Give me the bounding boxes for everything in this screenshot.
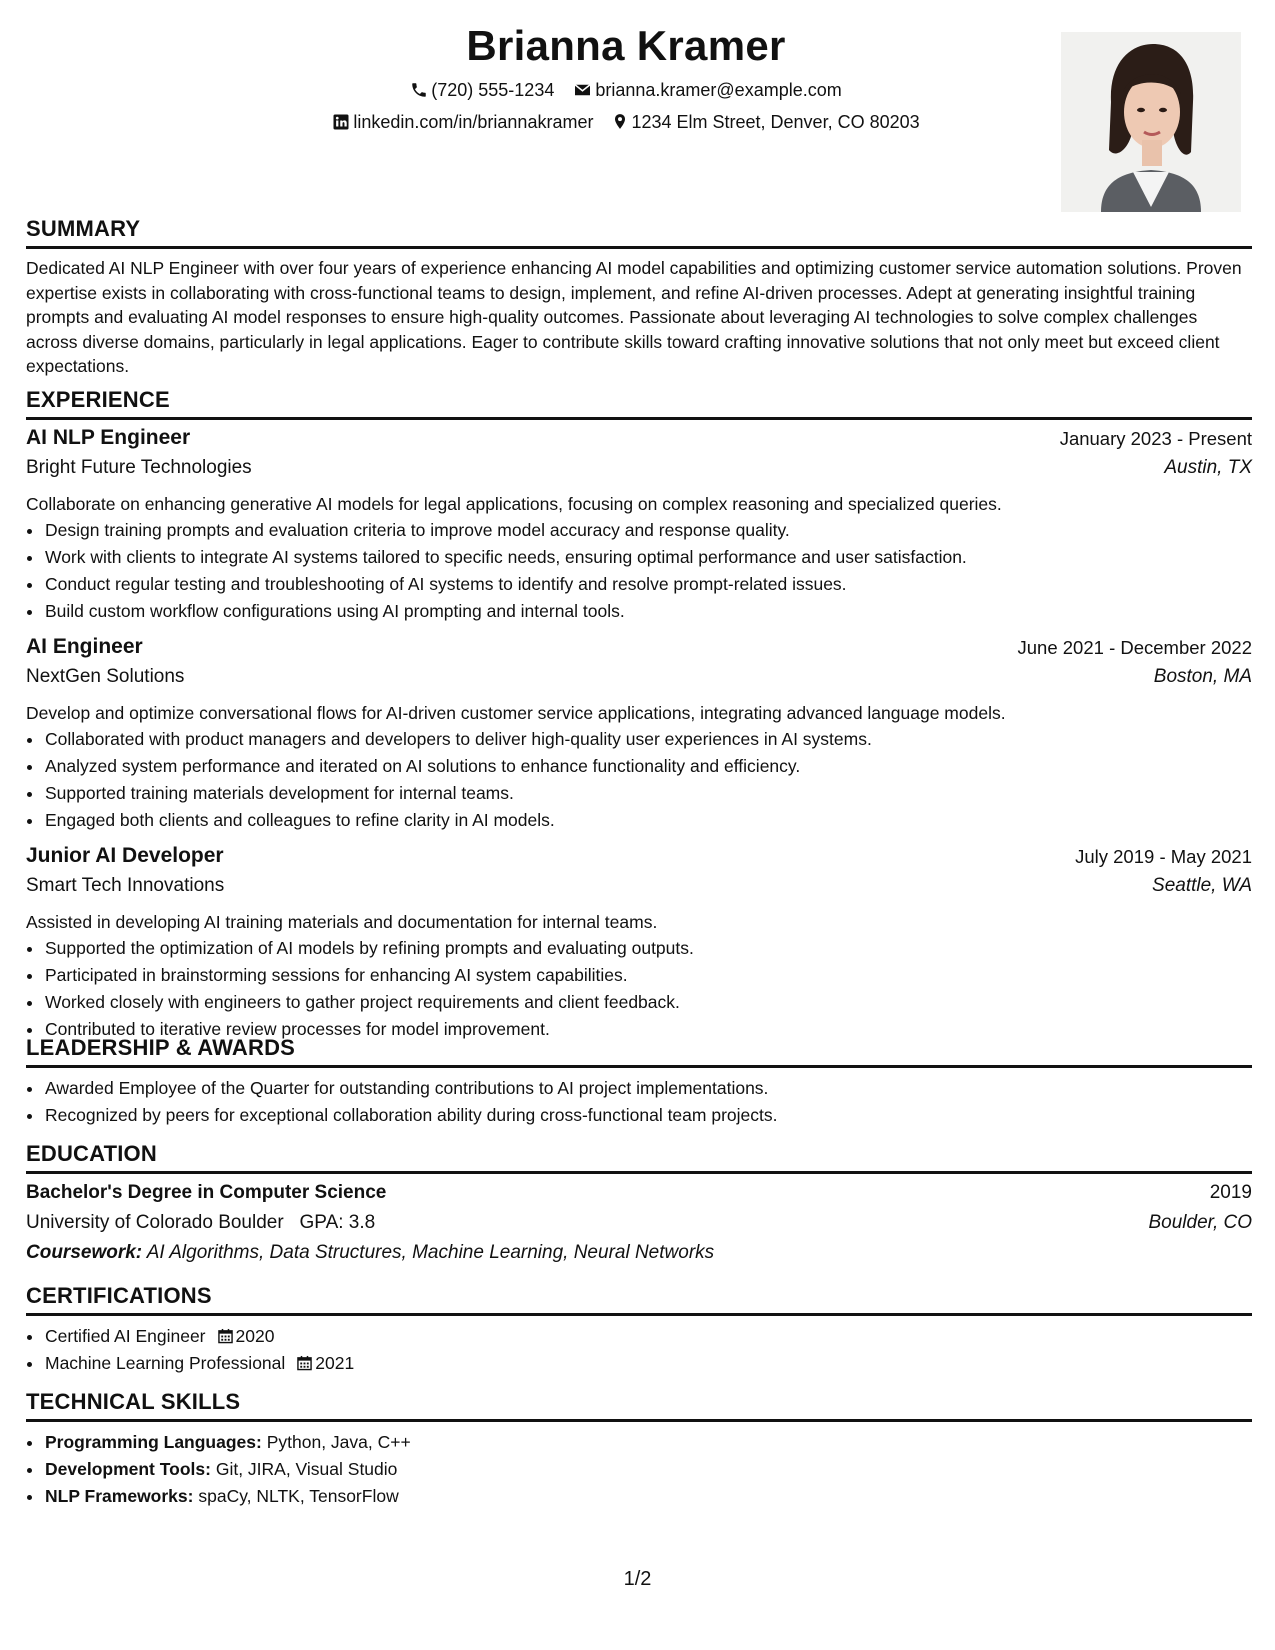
job-entry bbox=[26, 844, 1252, 1043]
list-item bbox=[44, 1323, 1252, 1350]
job-entry bbox=[26, 426, 1252, 625]
education-section bbox=[26, 1141, 1252, 1272]
leadership-heading: LEADERSHIP & AWARDS bbox=[26, 1035, 1252, 1068]
address-item bbox=[612, 112, 919, 133]
phone-item bbox=[410, 80, 554, 101]
skill-value: Git, JIRA, Visual Studio bbox=[215, 1459, 398, 1479]
email-item[interactable] bbox=[573, 80, 841, 101]
job-location: Austin, TX bbox=[1164, 457, 1252, 478]
map-marker-icon bbox=[612, 112, 628, 131]
cert-name: Certified AI Engineer bbox=[45, 1326, 206, 1346]
skill-label: Development Tools: bbox=[45, 1459, 211, 1479]
job-bullets bbox=[26, 726, 1252, 834]
linkedin-text[interactable]: linkedin.com/in/briannakramer bbox=[353, 112, 594, 132]
linkedin-item[interactable] bbox=[332, 112, 593, 133]
certifications-list bbox=[26, 1323, 1252, 1377]
job-bullets bbox=[26, 517, 1252, 625]
linkedin-icon bbox=[332, 113, 350, 131]
degree-name: Bachelor's Degree in Computer Science bbox=[26, 1182, 387, 1203]
list-item: • Analyzed system performance and iterated on AI solutions to enhance functionality and efficiency. bbox=[44, 753, 1252, 780]
phone-icon bbox=[410, 81, 428, 99]
job-location: Seattle, WA bbox=[1152, 875, 1252, 896]
experience-heading: EXPERIENCE bbox=[26, 387, 1252, 420]
list-item: • Work with clients to integrate AI systems tailored to specific needs, ensuring optimal performance and user satisfaction. bbox=[44, 544, 1252, 571]
list-item: • Collaborated with product managers and developers to deliver high-quality user experiences in AI systems. bbox=[44, 726, 1252, 753]
job-title: AI NLP Engineer bbox=[26, 426, 191, 449]
summary-heading: SUMMARY bbox=[26, 216, 1252, 249]
leadership-section bbox=[26, 1035, 1252, 1129]
certifications-heading: CERTIFICATIONS bbox=[26, 1283, 1252, 1316]
resume-page bbox=[26, 0, 1252, 1506]
phone-text: (720) 555-1234 bbox=[431, 80, 555, 100]
calendar-icon bbox=[218, 1328, 233, 1344]
job-description: Assisted in developing AI training materials and documentation for internal teams. bbox=[26, 912, 658, 932]
email-text[interactable]: brianna.kramer@example.com bbox=[595, 80, 842, 100]
list-item bbox=[44, 1456, 1252, 1483]
job-dates: June 2021 - December 2022 bbox=[1017, 637, 1252, 658]
summary-section bbox=[26, 216, 1252, 379]
contact-row-2 bbox=[26, 112, 1226, 133]
list-item: • Contributed to iterative review processes for model improvement. bbox=[44, 1016, 1252, 1043]
job-entry bbox=[26, 635, 1252, 834]
job-company: Smart Tech Innovations bbox=[26, 875, 225, 896]
list-item: • Conduct regular testing and troubleshooting of AI systems to identify and resolve prompt-related issues. bbox=[44, 571, 1252, 598]
list-item bbox=[44, 1350, 1252, 1377]
school-name: University of Colorado Boulder bbox=[26, 1212, 284, 1233]
education-heading: EDUCATION bbox=[26, 1141, 1252, 1174]
resume-header bbox=[26, 0, 1252, 230]
list-item: • Supported training materials development for internal teams. bbox=[44, 780, 1252, 807]
list-item: • Participated in brainstorming sessions for enhancing AI system capabilities. bbox=[44, 962, 1252, 989]
coursework-list: AI Algorithms, Data Structures, Machine Learning, Neural Networks bbox=[146, 1242, 715, 1263]
coursework bbox=[26, 1242, 714, 1264]
list-item bbox=[44, 1483, 1252, 1510]
coursework-label: Coursework: bbox=[26, 1242, 143, 1263]
contact-row-1 bbox=[26, 80, 1226, 101]
job-title: AI Engineer bbox=[26, 635, 143, 658]
job-description: Develop and optimize conversational flows for AI-driven customer service applications, integrating advanced language models. bbox=[26, 703, 1006, 723]
list-item: • Supported the optimization of AI models by refining prompts and evaluating outputs. bbox=[44, 935, 1252, 962]
summary-text: Dedicated AI NLP Engineer with over four years of experience enhancing AI model capabilities and optimizing customer service automation solutions. Proven expertise exists in collaborating with cross-functional teams to design, implement, and refine AI-driven processes. Adept at generating insightful training prompts and evaluating AI model responses to ensure high-quality outcomes. Passionate about leveraging AI technologies to solve complex challenges across diverse domains, particularly in legal applications. Eager to contribute skills toward crafting innovative solutions that not only meet but exceed client expectations. bbox=[26, 258, 1242, 376]
page-number: 1/2 bbox=[623, 1568, 652, 1590]
list-item: • Recognized by peers for exceptional collaboration ability during cross-functional team projects. bbox=[44, 1102, 1252, 1129]
school-info bbox=[26, 1212, 375, 1234]
cert-year: 2021 bbox=[315, 1353, 355, 1373]
graduation-year: 2019 bbox=[1209, 1182, 1252, 1203]
experience-section bbox=[26, 387, 1252, 1043]
job-location: Boston, MA bbox=[1153, 666, 1252, 687]
list-item bbox=[44, 1429, 1252, 1456]
list-item: • Worked closely with engineers to gather project requirements and client feedback. bbox=[44, 989, 1252, 1016]
job-company: Bright Future Technologies bbox=[26, 457, 252, 478]
list-item: • Build custom workflow configurations using AI prompting and internal tools. bbox=[44, 598, 1252, 625]
skill-value: spaCy, NLTK, TensorFlow bbox=[198, 1486, 399, 1506]
job-dates: July 2019 - May 2021 bbox=[1075, 846, 1252, 867]
job-description: Collaborate on enhancing generative AI models for legal applications, focusing on complex reasoning and specialized queries. bbox=[26, 494, 1002, 514]
school-location: Boulder, CO bbox=[1148, 1212, 1252, 1233]
skills-section bbox=[26, 1389, 1252, 1510]
job-bullets bbox=[26, 935, 1252, 1043]
cert-name: Machine Learning Professional bbox=[45, 1353, 286, 1373]
awards-list bbox=[26, 1075, 1252, 1129]
skills-heading: TECHNICAL SKILLS bbox=[26, 1389, 1252, 1422]
skill-value: Python, Java, C++ bbox=[266, 1432, 411, 1452]
candidate-name: Brianna Kramer bbox=[466, 22, 786, 69]
list-item: • Engaged both clients and colleagues to refine clarity in AI models. bbox=[44, 807, 1252, 834]
job-title: Junior AI Developer bbox=[26, 844, 224, 867]
cert-year: 2020 bbox=[235, 1326, 275, 1346]
job-company: NextGen Solutions bbox=[26, 666, 185, 687]
calendar-icon bbox=[297, 1355, 312, 1371]
job-dates: January 2023 - Present bbox=[1059, 428, 1252, 449]
profile-photo bbox=[1061, 32, 1241, 212]
list-item: • Design training prompts and evaluation criteria to improve model accuracy and response quality. bbox=[44, 517, 1252, 544]
address-text: 1234 Elm Street, Denver, CO 80203 bbox=[631, 112, 920, 132]
skill-label: Programming Languages: bbox=[45, 1432, 262, 1452]
envelope-icon bbox=[573, 81, 592, 99]
skills-list bbox=[26, 1429, 1252, 1510]
certifications-section bbox=[26, 1283, 1252, 1377]
list-item: • Awarded Employee of the Quarter for outstanding contributions to AI project implementations. bbox=[44, 1075, 1252, 1102]
gpa: GPA: 3.8 bbox=[299, 1212, 376, 1233]
skill-label: NLP Frameworks: bbox=[45, 1486, 194, 1506]
